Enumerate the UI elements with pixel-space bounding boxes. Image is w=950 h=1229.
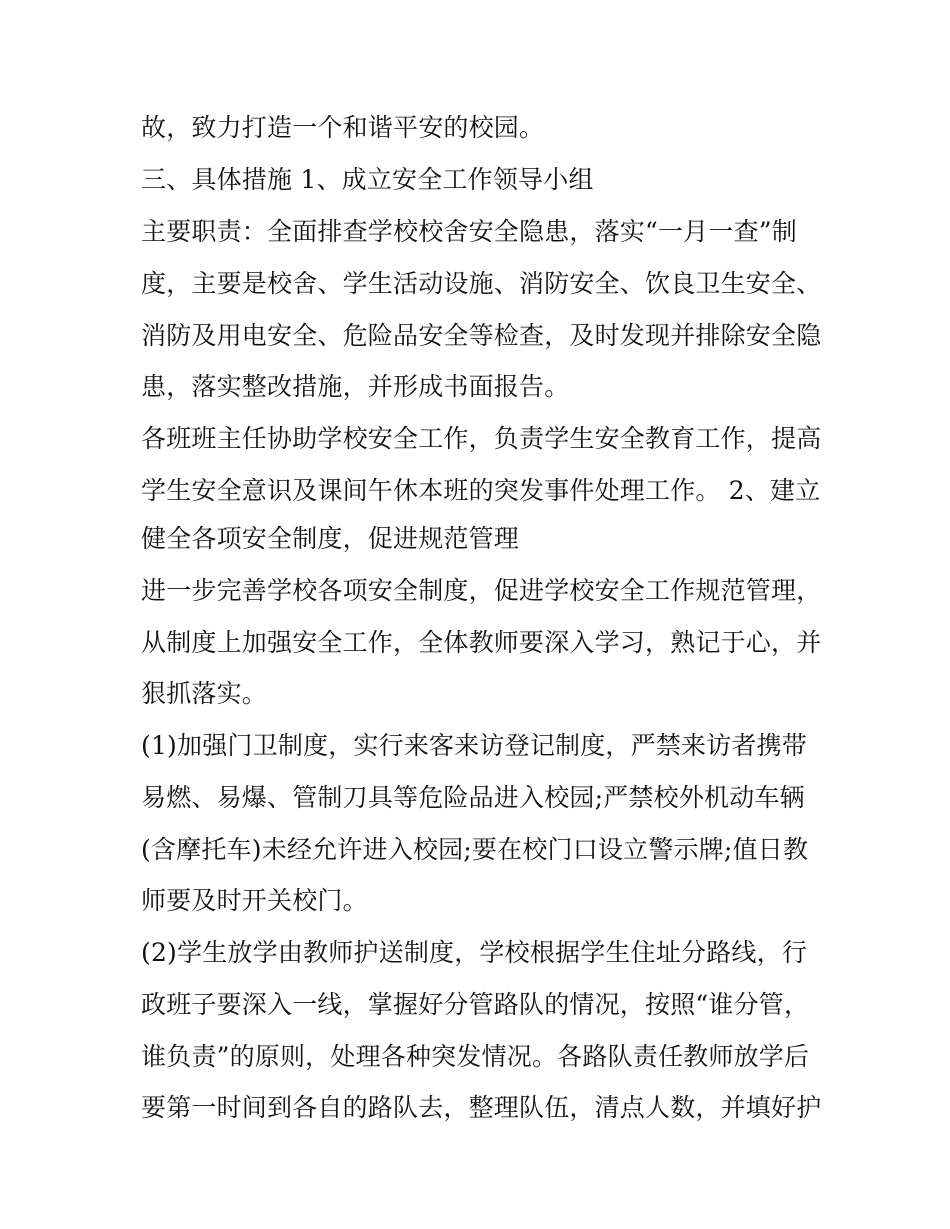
text-line: 故，致力打造一个和谐平安的校园。 xyxy=(141,113,545,142)
text-line: 消防及用电安全、危险品安全等检查，及时发现并排除安全隐 xyxy=(141,321,822,350)
text-line: 从制度上加强安全工作，全体教师要深入学习，熟记于心，并 xyxy=(141,628,822,657)
text-line: 各班班主任协助学校安全工作，负责学生安全教育工作，提高 xyxy=(141,424,822,453)
text-line: 度，主要是校舍、学生活动设施、消防安全、饮良卫生安全、 xyxy=(141,269,822,298)
text-line: (含摩托车)未经允许进入校园;要在校门口设立警示牌;值日教 xyxy=(141,835,809,864)
text-line: 健全各项安全制度，促进规范管理 xyxy=(141,524,520,553)
text-line: 易燃、易爆、管制刀具等危险品进入校园;严禁校外机动车辆 xyxy=(141,783,805,812)
text-line: 患，落实整改措施，并形成书面报告。 xyxy=(141,372,570,401)
text-line: 狠抓落实。 xyxy=(141,679,268,708)
section-heading: 三、具体措施 1、成立安全工作领导小组 xyxy=(141,165,594,194)
text-line: 师要及时开关校门。 xyxy=(141,886,368,915)
text-line: 政班子要深入一线，掌握好分管路队的情况，按照“谁分管， xyxy=(141,990,810,1019)
text-line: 谁负责”的原则，处理各种突发情况。各路队责任教师放学后 xyxy=(141,1042,810,1071)
text-line: 进一步完善学校各项安全制度，促进学校安全工作规范管理， xyxy=(141,576,822,605)
text-line: 要第一时间到各自的路队去，整理队伍，清点人数，并填好护 xyxy=(141,1093,822,1122)
text-line: 学生安全意识及课间午休本班的突发事件处理工作。 2、建立 xyxy=(141,476,821,505)
text-line: (1)加强门卫制度，实行来客来访登记制度，严禁来访者携带 xyxy=(141,731,808,760)
text-line: (2)学生放学由教师护送制度，学校根据学生住址分路线，行 xyxy=(141,938,808,967)
text-line: 主要职责：全面排查学校校舍安全隐患，落实“一月一查”制 xyxy=(141,217,797,246)
